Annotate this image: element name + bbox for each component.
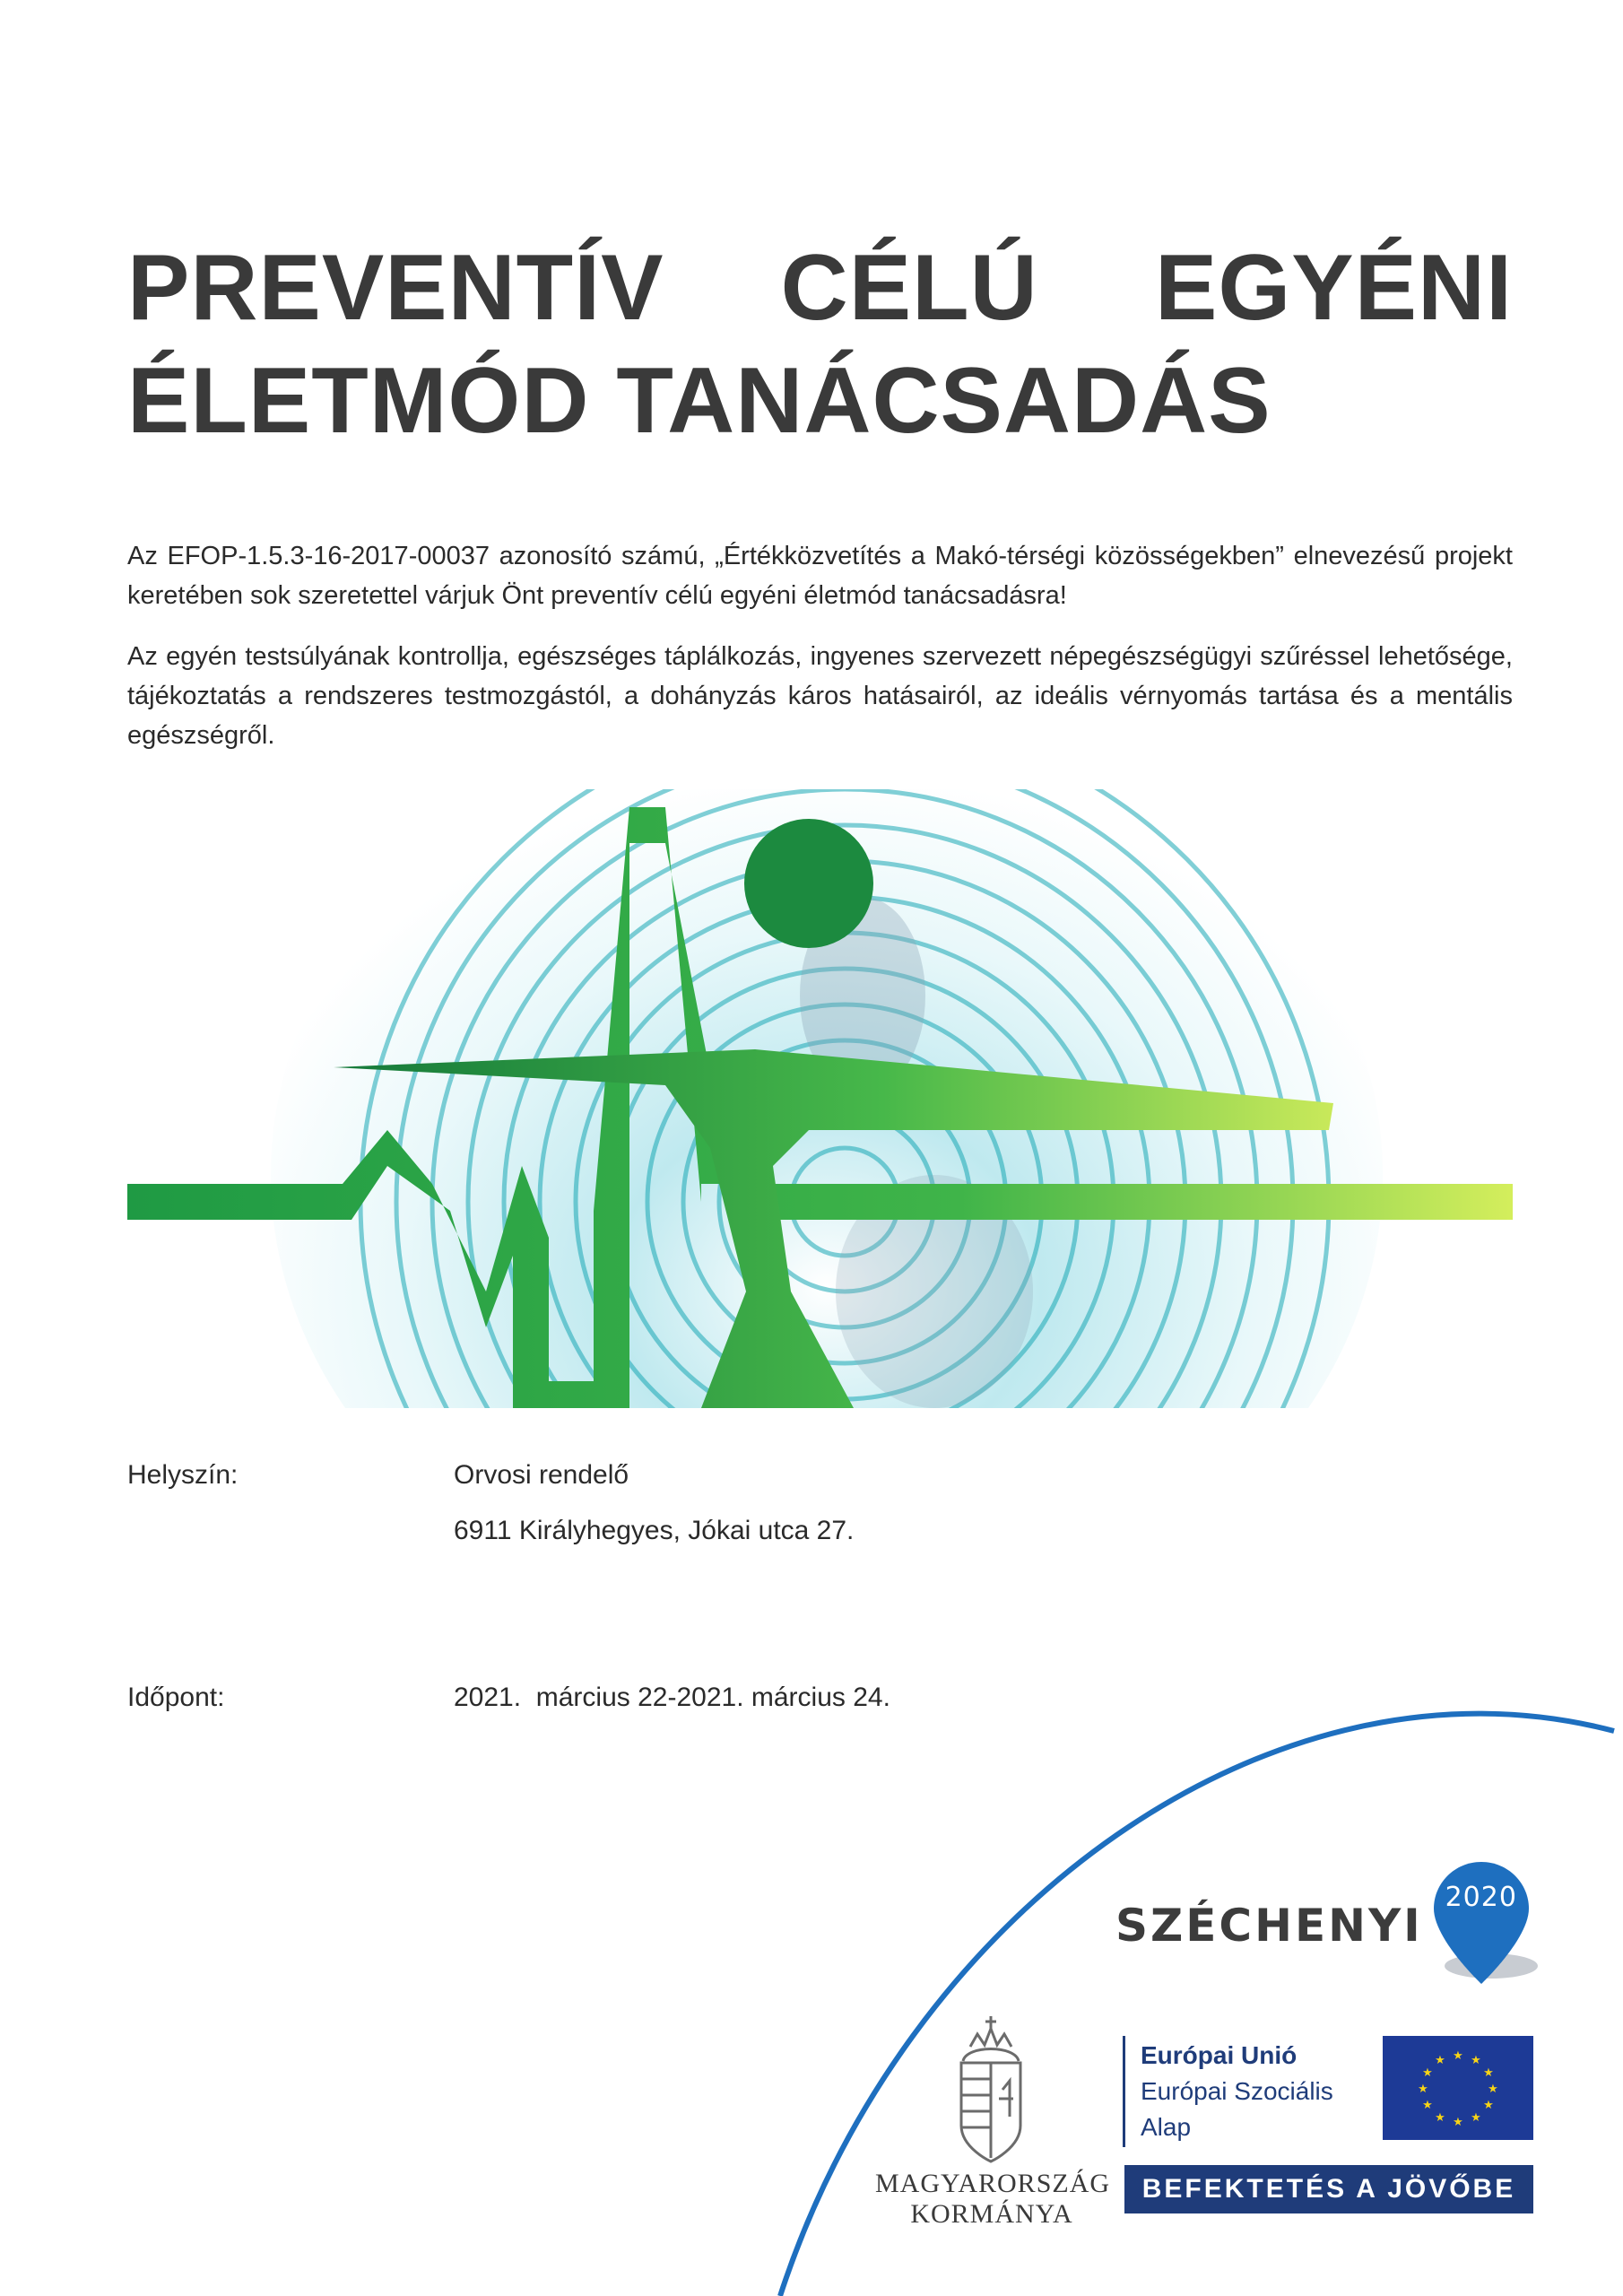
- svg-text:★: ★: [1483, 2099, 1494, 2112]
- time-label: Időpont:: [127, 1683, 225, 1712]
- eu-divider: [1123, 2036, 1125, 2147]
- svg-text:★: ★: [1418, 2083, 1428, 2096]
- svg-text:★: ★: [1435, 2111, 1445, 2125]
- intro-paragraph-2: Az egyén testsúlyának kontrollja, egészséges táplálkozás, ingyenes szervezett népegészségügyi szűréssel lehetősége, tájékoztatás a rendszeres testmozgástól, a dohányzás káros hatásairól, az ideális vérnyomás tartása és a mentális egészségről.: [127, 642, 1513, 750]
- svg-text:★: ★: [1453, 2116, 1463, 2129]
- time-value: 2021. március 22-2021. március 24.: [454, 1683, 890, 1712]
- szechenyi-name: SZÉCHENYI: [1115, 1900, 1423, 1952]
- svg-text:★: ★: [1471, 2111, 1481, 2125]
- government-text: [875, 2169, 1111, 2230]
- svg-text:★: ★: [1453, 2049, 1463, 2063]
- location-name: Orvosi rendelő: [454, 1460, 629, 1490]
- svg-text:★: ★: [1471, 2054, 1481, 2067]
- title-line-2: ÉLETMÓD TANÁCSADÁS: [127, 349, 1271, 453]
- eu-text: [1141, 2038, 1333, 2145]
- intro-paragraph-1: Az EFOP-1.5.3-16-2017-00037 azonosító számú, „Értékközvetítés a Makó-térségi közösségekben” elnevezésű projekt keretében sok szeretettel várjuk Önt preventív célú egyéni életmód tanácsadásra!: [127, 542, 1513, 610]
- eu-flag-icon: [1383, 2036, 1533, 2140]
- gov-line-2: KORMÁNYA: [910, 2199, 1073, 2229]
- svg-text:★: ★: [1435, 2054, 1445, 2067]
- eu-line-3: Alap: [1141, 2113, 1192, 2141]
- svg-text:★: ★: [1483, 2066, 1494, 2080]
- location-label: Helyszín:: [127, 1460, 239, 1490]
- gov-line-1: MAGYARORSZÁG: [875, 2169, 1111, 2198]
- svg-text:★: ★: [1422, 2099, 1433, 2112]
- health-illustration: [127, 789, 1513, 1408]
- title-line-1: [127, 231, 1513, 344]
- szechenyi-year: 2020: [1445, 1882, 1517, 1913]
- page-title: [127, 231, 1513, 457]
- eu-line-1: Európai Unió: [1141, 2041, 1298, 2069]
- location-pin-icon: [1432, 1858, 1549, 1993]
- title-word-3: EGYÉNI: [1154, 236, 1513, 340]
- intro-text: [127, 536, 1513, 777]
- title-word-1: PREVENTÍV: [127, 236, 664, 340]
- eu-line-2: Európai Szociális: [1141, 2077, 1333, 2105]
- svg-text:★: ★: [1422, 2066, 1433, 2080]
- svg-text:★: ★: [1488, 2083, 1498, 2096]
- title-word-2: CÉLÚ: [780, 236, 1038, 340]
- szechenyi-logo: [1115, 1858, 1549, 1993]
- eu-banner: BEFEKTETÉS A JÖVŐBE: [1124, 2165, 1533, 2213]
- location-address: 6911 Királyhegyes, Jókai utca 27.: [454, 1516, 855, 1545]
